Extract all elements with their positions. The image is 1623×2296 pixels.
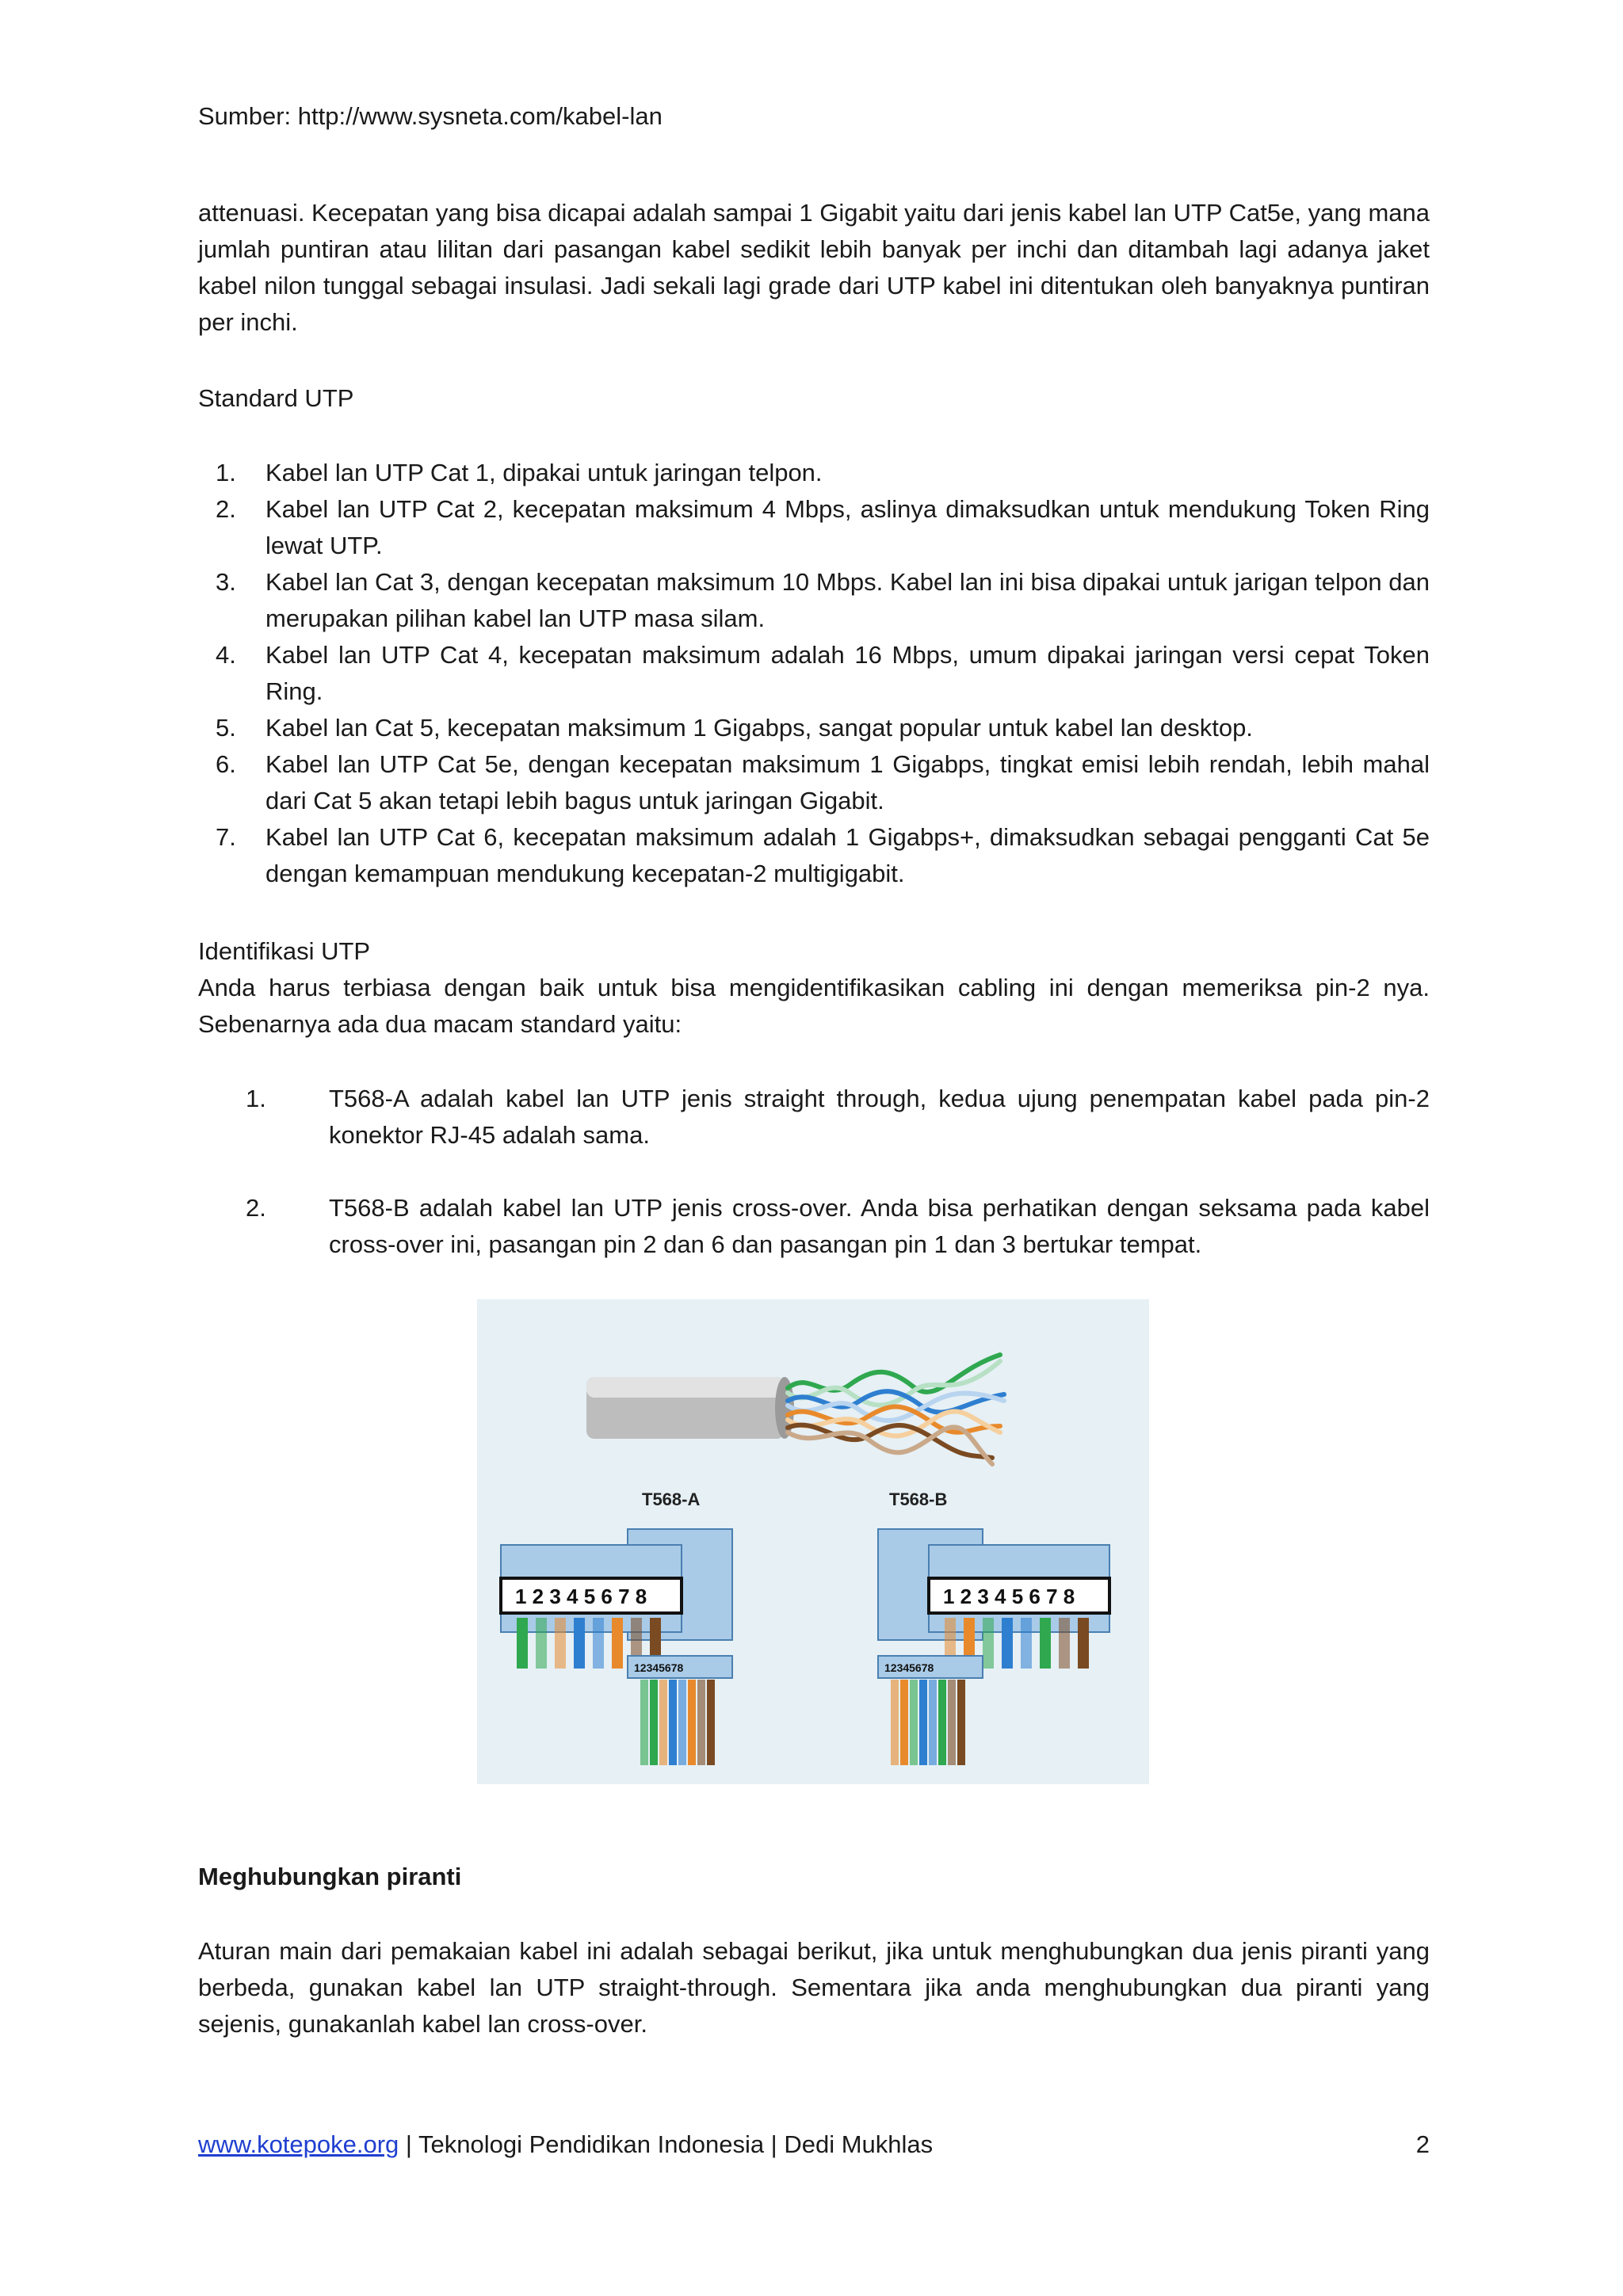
standard-heading: Standard UTP: [198, 384, 354, 412]
page-footer: [198, 2126, 1430, 2163]
pin-numbers-b-small: 12345678: [884, 1661, 934, 1674]
label-t568b: T568-B: [889, 1489, 948, 1509]
pin-numbers-a: 1 2 3 4 5 6 7 8: [515, 1585, 647, 1608]
footer-link[interactable]: www.kotepoke.org: [198, 2130, 399, 2158]
source-line: Sumber: http://www.sysneta.com/kabel-lan: [198, 102, 663, 130]
list-number: 5.: [216, 714, 236, 742]
list-item: [198, 710, 1430, 746]
list-number: 1.: [216, 459, 236, 486]
list-item: [198, 1190, 1430, 1263]
list-number: 3.: [216, 568, 236, 596]
footer-text: | Teknologi Pendidikan Indonesia | Dedi Mukhlas: [399, 2130, 934, 2158]
list-item: [198, 1081, 1430, 1154]
list-text: Kabel lan UTP Cat 1, dipakai untuk jaringan telpon.: [265, 459, 823, 486]
list-text: T568-A adalah kabel lan UTP jenis straight through, kedua ujung penempatan kabel pada pin-2 konektor RJ-45 adalah sama.: [329, 1085, 1430, 1149]
list-text: Kabel lan UTP Cat 5e, dengan kecepatan maksimum 1 Gigabps, tingkat emisi lebih rendah, lebih mahal dari Cat 5 akan tetapi lebih bagus untuk jaringan Gigabit.: [265, 750, 1430, 814]
cable-jacket: [586, 1377, 794, 1439]
identification-paragraph: Anda harus terbiasa dengan baik untuk bisa mengidentifikasikan cabling ini dengan memeriksa pin-2 nya. Sebenarnya ada dua macam standard yaitu:: [198, 974, 1430, 1038]
pin-numbers-a-small: 12345678: [634, 1661, 684, 1674]
list-text: T568-B adalah kabel lan UTP jenis cross-over. Anda bisa perhatikan dengan seksama pada kabel cross-over ini, pasangan pin 2 dan 6 dan pasangan pin 1 dan 3 bertukar tempat.: [329, 1194, 1430, 1258]
list-text: Kabel lan Cat 5, kecepatan maksimum 1 Gigabps, sangat popular untuk kabel lan desktop.: [265, 714, 1253, 742]
connect-paragraph: Aturan main dari pemakaian kabel ini adalah sebagai berikut, jika untuk menghubungkan dua jenis piranti yang berbeda, gunakan kabel lan UTP straight-through. Sementara jika anda menghubungkan dua piranti yang sejenis, gunakanlah kabel lan cross-over.: [198, 1937, 1430, 2038]
list-item: [198, 455, 1430, 491]
list-number: 2.: [246, 1194, 266, 1222]
list-text: Kabel lan Cat 3, dengan kecepatan maksimum 10 Mbps. Kabel lan ini bisa dipakai untuk jarigan telpon dan merupakan pilihan kabel lan UTP masa silam.: [265, 568, 1430, 632]
list-item: [198, 491, 1430, 564]
list-item: [198, 819, 1430, 892]
figure-background: [477, 1299, 1149, 1784]
identification-heading: Identifikasi UTP: [198, 937, 371, 965]
connect-heading: Meghubungkan piranti: [198, 1863, 462, 1890]
rj45-wiring-figure: [477, 1299, 1149, 1784]
list-item: [198, 637, 1430, 710]
pin-numbers-b: 1 2 3 4 5 6 7 8: [943, 1585, 1075, 1608]
list-text: Kabel lan UTP Cat 2, kecepatan maksimum 4 Mbps, aslinya dimaksudkan untuk mendukung Token Ring lewat UTP.: [265, 495, 1430, 559]
list-number: 1.: [246, 1085, 266, 1112]
list-number: 4.: [216, 641, 236, 669]
list-text: Kabel lan UTP Cat 4, kecepatan maksimum adalah 16 Mbps, umum dipakai jaringan versi cepat Token Ring.: [265, 641, 1430, 705]
standard-list: [198, 455, 1430, 892]
list-number: 7.: [216, 823, 236, 851]
label-t568a: T568-A: [642, 1489, 701, 1509]
list-item: [198, 564, 1430, 637]
cable-type-list: [198, 1081, 1430, 1299]
list-item: [198, 746, 1430, 819]
list-number: 2.: [216, 495, 236, 523]
page-number: 2: [1415, 2130, 1430, 2158]
intro-paragraph: attenuasi. Kecepatan yang bisa dicapai adalah sampai 1 Gigabit yaitu dari jenis kabel lan UTP Cat5e, yang mana jumlah puntiran atau lilitan dari pasangan kabel sedikit lebih banyak per inchi dan ditambah lagi adanya jaket kabel nilon tunggal sebagai insulasi. Jadi sekali lagi grade dari UTP kabel ini ditentukan oleh banyaknya puntiran per inchi.: [198, 199, 1430, 336]
list-number: 6.: [216, 750, 236, 778]
list-text: Kabel lan UTP Cat 6, kecepatan maksimum adalah 1 Gigabps+, dimaksudkan sebagai pengganti Cat 5e dengan kemampuan mendukung kecepatan-2 multigigabit.: [265, 823, 1430, 887]
